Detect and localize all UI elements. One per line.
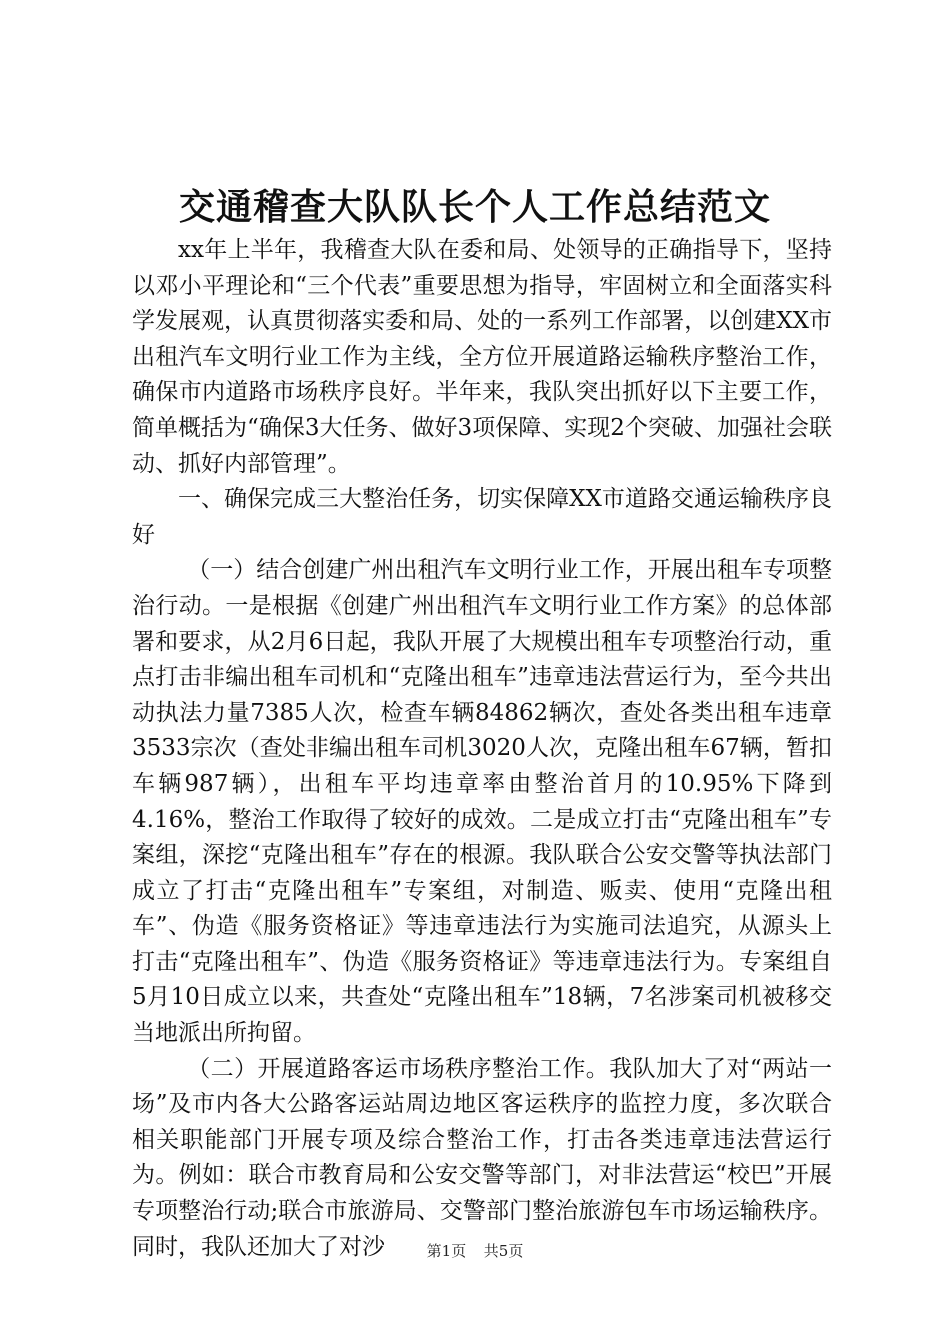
paragraph-subsection-2: （二）开展道路客运市场秩序整治工作。我队加大了对“两站一场”及市内各大公路客运站周边地区客运秩序的监控力度，多次联合相关职能部门开展专项及综合整治工作，打击各类违章违法营运行为。例如：联合市教育局和公安交警等部门，对非法营运“校巴”开展专项整治行动;联合市旅游局、交警部门整治旅游包车市场运输秩序。同时，我队还加大了对沙 [132,1055,832,1260]
paragraph-intro: xx年上半年，我稽查大队在委和局、处领导的正确指导下，坚持以邓小平理论和“三个代表”重要思想为指导，牢固树立和全面落实科学发展观，认真贯彻落实委和局、处的一系列工作部署，以创建XX市出租汽车文明行业工作为主线，全方位开展道路运输秩序整治工作，确保市内道路市场秩序良好。半年来，我队突出抓好以下主要工作，简单概括为“确保3大任务、做好3项保障、实现2个突破、加强社会联动、抓好内部管理”。 [132,237,832,477]
document-body [132,233,832,1265]
page-number: 第1页 [426,1242,467,1260]
page-footer [0,1240,950,1262]
document-title: 交通稽查大队队长个人工作总结范文 [178,186,771,228]
page-total: 共5页 [483,1242,524,1260]
paragraph-subsection-1: （一）结合创建广州出租汽车文明行业工作，开展出租车专项整治行动。一是根据《创建广州出租汽车文明行业工作方案》的总体部署和要求，从2月6日起，我队开展了大规模出租车专项整治行动，重点打击非编出租车司机和“克隆出租车”违章违法营运行为，至今共出动执法力量7385人次，检查车辆84862辆次，查处各类出租车违章3533宗次（查处非编出租车司机3020人次，克隆出租车67辆，暂扣车辆987辆），出租车平均违章率由整治首月的10.95%下降到4.16%，整治工作取得了较好的成效。二是成立打击“克隆出租车”专案组，深挖“克隆出租车”存在的根源。我队联合公安交警等执法部门成立了打击“克隆出租车”专案组，对制造、贩卖、使用“克隆出租车”、伪造《服务资格证》等违章违法行为实施司法追究，从源头上打击“克隆出租车”、伪造《服务资格证》等违章违法行为。专案组自5月10日成立以来，共查处“克隆出租车”18辆，7名涉案司机被移交当地派出所拘留。 [132,557,832,1047]
section-heading-1: 一、确保完成三大整治任务，切实保障XX市道路交通运输秩序良好 [132,486,832,548]
